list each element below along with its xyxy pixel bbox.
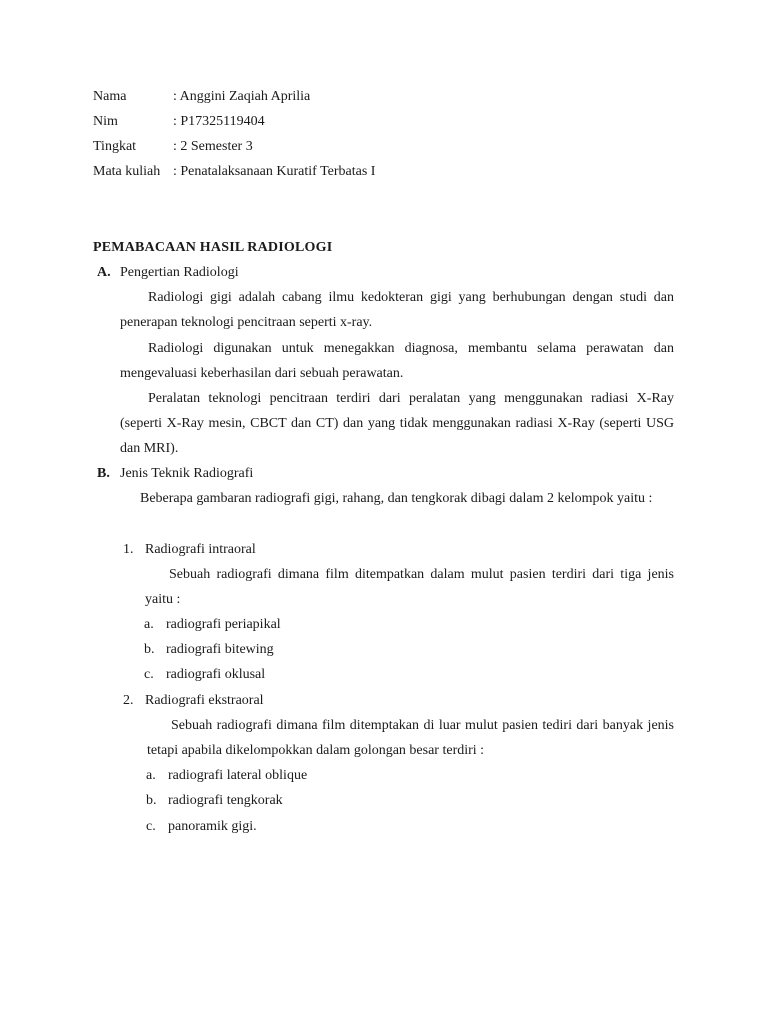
sub-list-letter: a.	[144, 617, 154, 632]
sub-list-item	[144, 615, 281, 635]
sub-list-letter: b.	[144, 642, 155, 657]
sub-list-item	[146, 791, 283, 811]
sub-list-text: radiografi tengkorak	[168, 793, 283, 808]
sub-list-item	[146, 766, 307, 786]
sub-list-text: panoramik gigi.	[168, 819, 257, 834]
list-number: 2.	[123, 693, 134, 708]
section-b-intro: Beberapa gambaran radiografi gigi, rahang, dan tengkorak dibagi dalam 2 kelompok yaitu :	[140, 491, 653, 506]
sub-list-text: radiografi oklusal	[166, 667, 266, 682]
list-item-ekstraoral	[123, 691, 264, 711]
sub-list-item	[144, 665, 265, 685]
sub-list-text: radiografi bitewing	[166, 642, 274, 657]
sub-list-letter: c.	[144, 667, 154, 682]
sub-list-letter: b.	[146, 793, 157, 808]
identity-value: : 2 Semester 3	[173, 139, 253, 154]
identity-label: Nama	[93, 89, 127, 104]
identity-label: Mata kuliah	[93, 164, 161, 179]
list-item-intraoral	[123, 540, 256, 560]
section-a-paragraph: Peralatan teknologi pencitraan terdiri dari peralatan yang menggunakan radiasi X-Ray (seperti X-Ray mesin, CBCT dan CT) dan yang tidak menggunakan radiasi X-Ray (seperti USG dan MRI).	[120, 391, 674, 456]
list-item-title: Radiografi intraoral	[145, 542, 256, 557]
identity-label: Tingkat	[93, 139, 137, 154]
identity-value: : Anggini Zaqiah Aprilia	[173, 89, 311, 104]
sub-list-item	[146, 817, 257, 837]
section-b-marker: B.	[97, 466, 110, 481]
section-a-marker: A.	[97, 265, 111, 280]
sub-list-text: radiografi lateral oblique	[168, 768, 308, 783]
identity-value: : Penatalaksanaan Kuratif Terbatas I	[173, 164, 376, 179]
section-a-title: Pengertian Radiologi	[120, 265, 239, 280]
list-number: 1.	[123, 542, 134, 557]
identity-value: : P17325119404	[173, 114, 265, 129]
sub-list-item	[144, 640, 274, 660]
sub-list-letter: a.	[146, 768, 156, 783]
section-b-title: Jenis Teknik Radiografi	[120, 466, 254, 481]
list-item-description: Sebuah radiografi dimana film ditempatkan dalam mulut pasien terdiri dari tiga jenis yaitu :	[145, 567, 674, 607]
page-title: PEMABACAAN HASIL RADIOLOGI	[93, 240, 333, 255]
identity-label: Nim	[93, 114, 118, 129]
sub-list-text: radiografi periapikal	[166, 617, 281, 632]
list-item-description: Sebuah radiografi dimana film ditemptakan di luar mulut pasien tediri dari banyak jenis tetapi apabila dikelompokkan dalam golongan besar terdiri :	[147, 718, 674, 758]
sub-list-letter: c.	[146, 819, 156, 834]
list-item-title: Radiografi ekstraoral	[145, 693, 264, 708]
section-a-paragraph: Radiologi digunakan untuk menegakkan diagnosa, membantu selama perawatan dan mengevaluasi keberhasilan dari sebuah perawatan.	[120, 341, 674, 381]
section-a-paragraph: Radiologi gigi adalah cabang ilmu kedokteran gigi yang berhubungan dengan studi dan penerapan teknologi pencitraan seperti x-ray.	[120, 290, 674, 330]
